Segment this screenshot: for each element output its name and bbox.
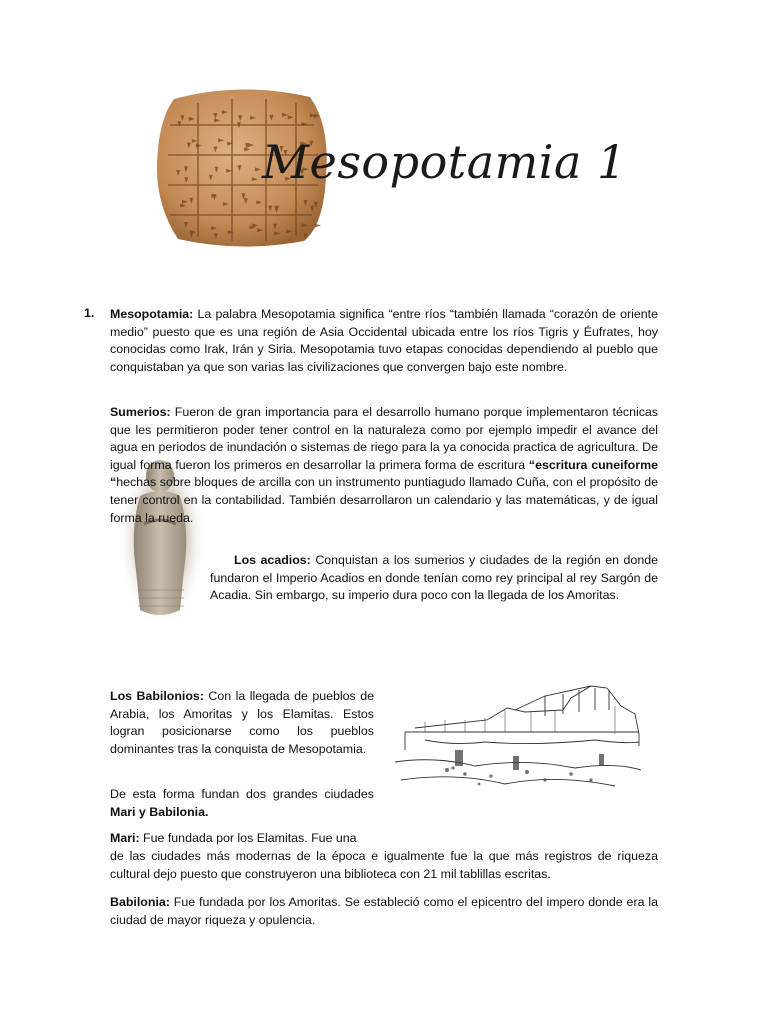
text-sumerios-1: Fueron de gran importancia para el desarrollo humano porque implementaron técnicas que les permitieron poder tener control en la naturaleza como por ejemplo impedir el avance del agua en periodos de inundación o sistemas de riego para la ya conocida practica de agricultura. De igual forma fueron los primeros en desarrollar la primera forma de escritura: [110, 405, 658, 472]
text-babilonia: Fue fundada por los Amoritas. Se estableció como el epicentro del impero donde era la ciudad de mayor riqueza y opulencia.: [110, 895, 658, 927]
paragraph-mesopotamia: [110, 306, 658, 376]
paragraph-acadios: [210, 552, 658, 605]
heading-acadios: Los acadios:: [234, 553, 311, 567]
text-acadios: Conquistan a los sumerios y ciudades de la región en donde fundaron el Imperio Acadios en donde tenían como rey principal al rey Sargón de Acadia. Sin embargo, su imperio dura poco con la llegada de los Amoritas.: [210, 553, 658, 603]
heading-sumerios: Sumerios:: [110, 405, 171, 419]
heading-babilonia: Babilonia:: [110, 895, 170, 909]
paragraph-mari-line1: [110, 830, 374, 848]
heading-babilonios: Los Babilonios:: [110, 689, 204, 703]
ziggurat-sketch-image: [395, 676, 641, 796]
text-ciudades: De esta forma fundan dos grandes ciudades: [110, 787, 374, 801]
text-mari-2: de las ciudades más modernas de la época e igualmente fue la que más registros de riqueza cultural dejo puesto que construyeron una biblioteca con 21 mil tablillas escritas.: [110, 849, 658, 881]
text-mari-1: Fue fundada por los Elamitas. Fue una: [139, 831, 357, 845]
paragraph-babilonia: [110, 894, 658, 929]
paragraph-mari-rest: [110, 848, 658, 883]
paragraph-ciudades: [110, 786, 374, 821]
list-number: 1.: [84, 306, 95, 320]
heading-mesopotamia: Mesopotamia:: [110, 307, 194, 321]
text-babilonios: Con la llegada de pueblos de Arabia, los Amoritas y los Elamitas. Estos logran posicionarse como los pueblos dominantes tras la conquista de Mesopotamia.: [110, 689, 374, 756]
text-mesopotamia: La palabra Mesopotamia significa “entre ríos “también llamada “corazón de oriente medio” puesto que es una región de Asia Occidental ubicada entre los ríos Tigris y Éufrates, hoy conocidas como Irak, Irán y Siria. Mesopotamia tuvo etapas conocidas dependiendo al pueblo que conquistaban ya que son varias las civilizaciones que convergen bajo este nombre.: [110, 307, 658, 374]
page-title: Mesopotamia 1: [262, 135, 627, 189]
bold-mari-babilonia: Mari y Babilonia.: [110, 804, 209, 819]
paragraph-babilonios: [110, 688, 374, 758]
heading-mari: Mari:: [110, 831, 140, 845]
bold-escritura: “escritura cuneiforme “: [110, 457, 658, 490]
text-sumerios-2: hechas sobre bloques de arcilla con un instrumento puntiagudo llamado Cuña, con el propósito de tener control en la contabilidad. También desarrollaron un calendario y las matemáticas, y de igual forma la rueda.: [110, 475, 658, 525]
